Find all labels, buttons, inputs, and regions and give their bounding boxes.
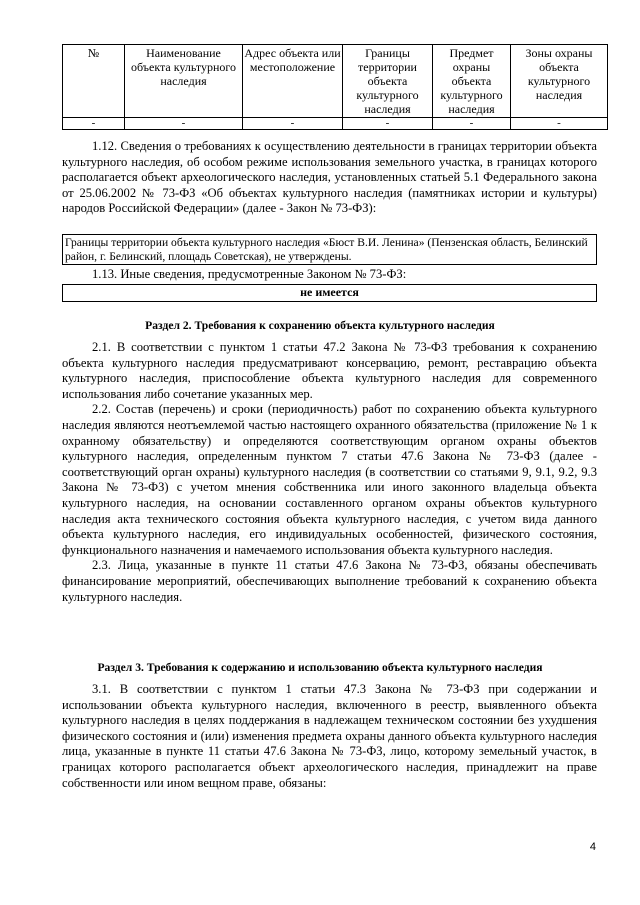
section-2-title: Раздел 2. Требования к сохранению объекта культурного наследия (145, 319, 495, 332)
heritage-table (62, 44, 608, 130)
page-number: 4 (589, 841, 596, 853)
table-cell: - (343, 118, 433, 130)
table-header-cell: Границы территории объекта культурного наследия (343, 45, 433, 118)
table-cell: - (63, 118, 125, 130)
section-3-body (62, 682, 597, 791)
table-header-cell: Зоны охраны объекта культурного наследия (511, 45, 608, 118)
paragraph-1-13: 1.13. Иные сведения, предусмотренные Законом № 73-ФЗ: (92, 267, 407, 281)
table-header-row (63, 45, 608, 118)
table-header-cell: № (63, 45, 125, 118)
table-cell: - (125, 118, 243, 130)
boundaries-text: Границы территории объекта культурного наследия «Бюст В.И. Ленина» (Пензенская область, Белинский район, г. Белинский, площадь Советская), не утверждены. (65, 236, 588, 263)
other-info-text: не имеется (300, 285, 359, 299)
paragraph-2-1: 2.1. В соответствии с пунктом 1 статьи 47.2 Закона № 73-ФЗ требования к сохранению объекта культурного наследия предусматривают консервацию, ремонт, реставрацию объекта культурного наследия, приспособление объекта культурного наследия для современного использования либо сочетание указанных мер. (62, 340, 597, 401)
table-header-cell: Адрес объекта или местоположение (243, 45, 343, 118)
table-header-cell: Предмет охраны объекта культурного наследия (433, 45, 511, 118)
section-2-body (62, 340, 597, 605)
table-row (63, 118, 608, 130)
paragraph-1-13-block (62, 267, 597, 283)
section-3-title: Раздел 3. Требования к содержанию и использованию объекта культурного наследия (97, 661, 543, 674)
table-header-cell: Наименование объекта культурного наследия (125, 45, 243, 118)
paragraph-1-12: 1.12. Сведения о требованиях к осуществлению деятельности в границах территории объекта культурного наследия, об особом режиме использования земельного участка, в границах которого располагается объект археологического наследия, установленных статьей 5.1 Федерального закона от 25.06.2002 № 73-ФЗ «Об объектах культурного наследия (памятниках истории и культуры) народов Российской Федерации» (далее - Закон № 73-ФЗ): (62, 139, 597, 216)
paragraph-2-2: 2.2. Состав (перечень) и сроки (периодичность) работ по сохранению объекта культурного наследия являются неотъемлемой частью настоящего охранного обязательства (приложение № 1 к охранному обязательству) и определяются соответствующим органом охраны объектов культурного наследия, определенным пунктом 7 статьи 47.6 Закона № 73-ФЗ (далее - соответствующий орган охраны) культурного наследия (в соответствии со статьями 9, 9.1, 9.2, 9.3 Закона № 73-ФЗ) с учетом мнения собственника или иного законного владельца объекта культурного наследия, на основании составленного органом охраны объектов культурного наследия акта технического состояния объекта культурного наследия, с учетом вида данного объекта культурного наследия, его индивидуальных особенностей, физического состояния, функционального назначения и намечаемого использования объекта культурного наследия. (62, 402, 597, 557)
boundaries-box (62, 234, 597, 265)
paragraph-2-3: 2.3. Лица, указанные в пункте 11 статьи 47.6 Закона № 73-ФЗ, обязаны обеспечивать финансирование мероприятий, обеспечивающих выполнение требований к сохранению объекта культурного наследия. (62, 558, 597, 604)
other-info-box (62, 284, 597, 302)
paragraph-3-1: 3.1. В соответствии с пунктом 1 статьи 47.3 Закона № 73-ФЗ при содержании и использовании объекта культурного наследия, включенного в реестр, выявленного объекта культурного наследия в целях поддержания в надлежащем техническом состоянии без ухудшения физического состояния и (или) изменения предмета охраны данного объекта культурного наследия лица, указанные в пункте 11 статьи 47.6 Закона № 73-ФЗ, лицо, которому земельный участок, в границах которого располагается объект археологического наследия, принадлежит на праве собственности или ином вещном праве, обязаны: (62, 682, 597, 790)
table-cell: - (511, 118, 608, 130)
paragraph-1-12-block (62, 139, 597, 217)
table-cell: - (433, 118, 511, 130)
table-cell: - (243, 118, 343, 130)
